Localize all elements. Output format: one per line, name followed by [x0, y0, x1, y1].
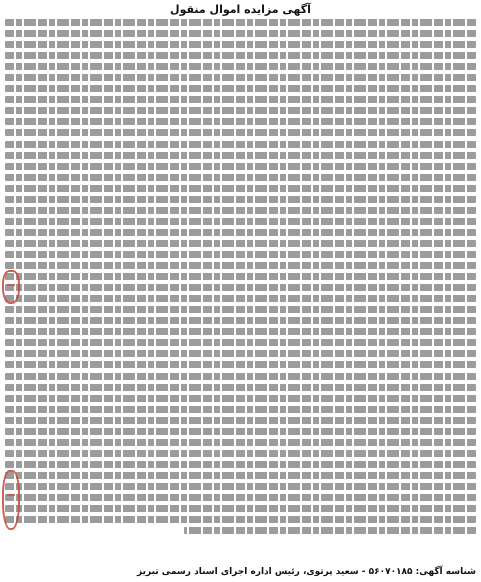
notice-body-line [5, 118, 476, 125]
notice-body-line [5, 96, 476, 103]
notice-footer: شناسه آگهی: ۵۶۰۷۰۱۸۵ - سعید پرتوی، رئیس اداره اجرای اسناد رسمی تبریز [137, 567, 476, 577]
notice-body-line [5, 450, 476, 457]
notice-body-line [5, 328, 476, 335]
notice-body-line [5, 152, 476, 159]
notice-body-line [5, 262, 476, 269]
notice-body-line [5, 417, 476, 424]
notice-body-line [5, 284, 476, 291]
notice-body-line [5, 207, 476, 214]
notice-body-line [5, 350, 476, 357]
notice-body-line [5, 63, 476, 70]
notice-body [5, 19, 476, 559]
notice-body-line [5, 472, 476, 479]
notice-body-line [5, 196, 476, 203]
notice-body-line [5, 439, 476, 446]
notice-body-line [5, 52, 476, 59]
notice-body-line [5, 163, 476, 170]
notice-body-line [5, 406, 476, 413]
notice-body-line [5, 483, 476, 490]
notice-body-line [5, 240, 476, 247]
notice-body-line [5, 373, 476, 380]
notice-body-line [5, 85, 476, 92]
notice-body-line [5, 185, 476, 192]
notice-body-line [5, 339, 476, 346]
stamp-mark-icon [2, 270, 20, 304]
notice-body-line [5, 273, 476, 280]
notice-body-line [5, 295, 476, 302]
notice-body-line [5, 229, 476, 236]
notice-body-line [5, 494, 476, 501]
notice-body-line [5, 218, 476, 225]
notice-body-line [5, 19, 476, 26]
notice-body-line [5, 461, 476, 468]
stamp-mark-icon [2, 470, 20, 530]
notice-body-line [5, 384, 476, 391]
notice-body-line [5, 129, 476, 136]
notice-body-line [5, 251, 476, 258]
notice-body-line [5, 30, 476, 37]
notice-body-line [5, 174, 476, 181]
notice-body-line [184, 527, 476, 534]
notice-body-line [5, 516, 476, 523]
notice-body-line [5, 41, 476, 48]
notice-title: آگهی مزایده اموال منقول [170, 3, 311, 16]
notice-body-line [5, 141, 476, 148]
notice-body-line [5, 428, 476, 435]
notice-body-line [5, 74, 476, 81]
notice-body-line [5, 306, 476, 313]
notice-body-line [5, 505, 476, 512]
notice-body-line [5, 107, 476, 114]
notice-body-line [5, 317, 476, 324]
notice-body-line [5, 395, 476, 402]
notice-body-line [5, 361, 476, 368]
